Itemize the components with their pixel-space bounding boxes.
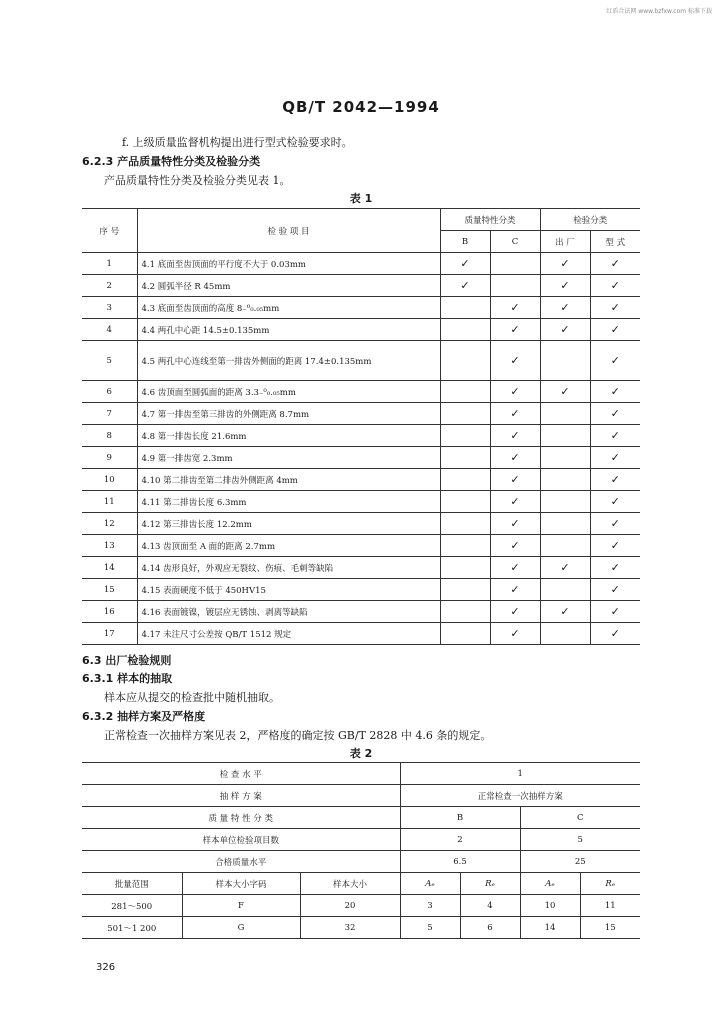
header-inspection: 检验分类 [540, 209, 640, 231]
table-1-body [82, 253, 640, 645]
aql-C: 25 [520, 851, 640, 873]
cell-bRe: 6 [460, 917, 520, 939]
check-mark-icon: ✓ [590, 491, 640, 513]
check-mark-icon: ✓ [540, 557, 590, 579]
cell-seq: 8 [82, 425, 137, 447]
table-row [82, 491, 640, 513]
check-mark-icon: ✓ [540, 601, 590, 623]
check-mark-icon: ✓ [490, 319, 540, 341]
cell-empty [540, 447, 590, 469]
check-mark-icon: ✓ [540, 319, 590, 341]
cell-empty [540, 623, 590, 645]
cell-seq: 15 [82, 579, 137, 601]
check-mark-icon: ✓ [590, 381, 640, 403]
table-1 [82, 208, 640, 645]
check-mark-icon: ✓ [590, 425, 640, 447]
header-code: 样本大小字码 [182, 873, 300, 895]
cell-seq: 17 [82, 623, 137, 645]
cell-empty [440, 447, 490, 469]
class-B: B [400, 807, 520, 829]
cell-seq: 1 [82, 253, 137, 275]
cell-item: 4.10 第二排齿至第二排齿外侧距离 4mm [137, 469, 440, 491]
header-C-Re: Rₑ [580, 873, 640, 895]
cell-batch: 501～1 200 [82, 917, 182, 939]
cell-item: 4.8 第一排齿长度 21.6mm [137, 425, 440, 447]
table-row [82, 297, 640, 319]
cell-item: 4.11 第二排齿长度 6.3mm [137, 491, 440, 513]
cell-empty [540, 403, 590, 425]
check-mark-icon: ✓ [590, 403, 640, 425]
cell-empty [540, 579, 590, 601]
check-mark-icon: ✓ [490, 341, 540, 381]
section-6-3-2-text: 正常检查一次抽样方案见表 2，严格度的确定按 GB/T 2828 中 4.6 条的规定。 [104, 729, 492, 742]
aql-label: 合格质量水平 [82, 851, 400, 873]
count-label: 样本单位检验项目数 [82, 829, 400, 851]
table-row [82, 895, 640, 917]
section-6-2-3-text: 产品质量特性分类及检验分类见表 1。 [104, 174, 291, 187]
cell-empty [440, 601, 490, 623]
header-type: 型 式 [590, 231, 640, 253]
cell-seq: 4 [82, 319, 137, 341]
section-6-2-3-title: 6.2.3 产品质量特性分类及检验分类 [82, 155, 261, 168]
check-mark-icon: ✓ [590, 469, 640, 491]
check-mark-icon: ✓ [490, 601, 540, 623]
check-mark-icon: ✓ [490, 381, 540, 403]
cell-seq: 12 [82, 513, 137, 535]
header-outgoing: 出 厂 [540, 231, 590, 253]
check-mark-icon: ✓ [490, 425, 540, 447]
table-row [82, 447, 640, 469]
cell-item: 4.2 圆弧半径 R 45mm [137, 275, 440, 297]
table-row [82, 535, 640, 557]
cell-empty [440, 319, 490, 341]
cell-empty [440, 425, 490, 447]
count-C: 5 [520, 829, 640, 851]
header-size: 样本大小 [300, 873, 400, 895]
cell-empty [490, 275, 540, 297]
check-mark-icon: ✓ [590, 557, 640, 579]
check-mark-icon: ✓ [440, 275, 490, 297]
check-mark-icon: ✓ [590, 297, 640, 319]
check-mark-icon: ✓ [590, 253, 640, 275]
cell-empty [440, 579, 490, 601]
check-mark-icon: ✓ [590, 275, 640, 297]
cell-item: 4.6 齿顶面至圆弧面的距离 3.3₋⁰₀.₀₅mm [137, 381, 440, 403]
check-mark-icon: ✓ [590, 601, 640, 623]
cell-item: 4.7 第一排齿至第三排齿的外侧距离 8.7mm [137, 403, 440, 425]
level-value: 1 [400, 763, 640, 785]
cell-empty [540, 491, 590, 513]
check-mark-icon: ✓ [490, 469, 540, 491]
cell-batch: 281～500 [82, 895, 182, 917]
cell-item: 4.9 第一排齿宽 2.3mm [137, 447, 440, 469]
section-6-3-title: 6.3 出厂检验规则 [82, 654, 172, 667]
check-mark-icon: ✓ [590, 341, 640, 381]
header-item: 检 验 项 目 [137, 209, 440, 253]
check-mark-icon: ✓ [490, 623, 540, 645]
table-row [82, 253, 640, 275]
table1-caption: 表 1 [349, 192, 373, 205]
aql-B: 6.5 [400, 851, 520, 873]
table-row [82, 623, 640, 645]
check-mark-icon: ✓ [490, 579, 540, 601]
cell-empty [440, 535, 490, 557]
header-B-Re: Rₑ [460, 873, 520, 895]
cell-empty [490, 253, 540, 275]
header-B: B [440, 231, 490, 253]
header-B-Ac: Aₑ [400, 873, 460, 895]
cell-seq: 6 [82, 381, 137, 403]
table-row [82, 425, 640, 447]
table-row [82, 469, 640, 491]
cell-cRe: 15 [580, 917, 640, 939]
table-row [82, 275, 640, 297]
header-C-Ac: Aₑ [520, 873, 580, 895]
table-row [82, 381, 640, 403]
check-mark-icon: ✓ [540, 381, 590, 403]
cell-item: 4.16 表面镀镍，镀层应无锈蚀、剥离等缺陷 [137, 601, 440, 623]
cell-bRe: 4 [460, 895, 520, 917]
cell-seq: 11 [82, 491, 137, 513]
cell-empty [440, 513, 490, 535]
header-quality: 质量特性分类 [440, 209, 540, 231]
item-f: f. 上级质量监督机构提出进行型式检验要求时。 [122, 136, 353, 149]
cell-item: 4.5 两孔中心连线至第一排齿外侧面的距离 17.4±0.135mm [137, 341, 440, 381]
check-mark-icon: ✓ [490, 557, 540, 579]
table-row [82, 513, 640, 535]
cell-size: 20 [300, 895, 400, 917]
table-row [82, 601, 640, 623]
header-seq: 序 号 [82, 209, 137, 253]
check-mark-icon: ✓ [540, 253, 590, 275]
cell-empty [440, 341, 490, 381]
cell-bAc: 3 [400, 895, 460, 917]
plan-value: 正常检查一次抽样方案 [400, 785, 640, 807]
plan-label: 抽 样 方 案 [82, 785, 400, 807]
check-mark-icon: ✓ [490, 535, 540, 557]
cell-empty [440, 469, 490, 491]
page-header: QB/T 2042—1994 [282, 98, 440, 116]
cell-cRe: 11 [580, 895, 640, 917]
cell-empty [440, 557, 490, 579]
header-C: C [490, 231, 540, 253]
cell-item: 4.13 齿顶面至 A 面的距离 2.7mm [137, 535, 440, 557]
table-2-body [82, 895, 640, 939]
cell-cAc: 10 [520, 895, 580, 917]
check-mark-icon: ✓ [590, 319, 640, 341]
table-row [82, 403, 640, 425]
cell-empty [540, 341, 590, 381]
check-mark-icon: ✓ [440, 253, 490, 275]
check-mark-icon: ✓ [490, 491, 540, 513]
cell-empty [540, 535, 590, 557]
cell-empty [440, 623, 490, 645]
table-row [82, 341, 640, 381]
cell-item: 4.4 两孔中心距 14.5±0.135mm [137, 319, 440, 341]
check-mark-icon: ✓ [490, 403, 540, 425]
table-row [82, 319, 640, 341]
table-row [82, 579, 640, 601]
cell-cAc: 14 [520, 917, 580, 939]
cell-item: 4.12 第三排齿长度 12.2mm [137, 513, 440, 535]
cell-seq: 7 [82, 403, 137, 425]
cell-empty [440, 491, 490, 513]
table-2 [82, 762, 640, 939]
cell-seq: 2 [82, 275, 137, 297]
cell-item: 4.1 底面至齿顶面的平行度不大于 0.03mm [137, 253, 440, 275]
cell-empty [540, 513, 590, 535]
watermark: 红盾合法网 www.bzfxw.com 标准下载 [606, 8, 712, 15]
check-mark-icon: ✓ [540, 297, 590, 319]
cell-empty [540, 425, 590, 447]
class-C: C [520, 807, 640, 829]
cell-empty [440, 381, 490, 403]
class-label: 质 量 特 性 分 类 [82, 807, 400, 829]
cell-bAc: 5 [400, 917, 460, 939]
cell-seq: 13 [82, 535, 137, 557]
cell-item: 4.15 表面硬度不低于 450HV15 [137, 579, 440, 601]
check-mark-icon: ✓ [590, 623, 640, 645]
cell-code: G [182, 917, 300, 939]
cell-item: 4.17 未注尺寸公差按 QB/T 1512 规定 [137, 623, 440, 645]
cell-empty [440, 297, 490, 319]
page-number: 326 [96, 962, 116, 973]
check-mark-icon: ✓ [490, 513, 540, 535]
table-row [82, 917, 640, 939]
section-6-3-1-title: 6.3.1 样本的抽取 [82, 672, 173, 685]
cell-seq: 5 [82, 341, 137, 381]
table2-caption: 表 2 [349, 747, 373, 760]
check-mark-icon: ✓ [590, 579, 640, 601]
cell-seq: 3 [82, 297, 137, 319]
cell-seq: 14 [82, 557, 137, 579]
cell-seq: 9 [82, 447, 137, 469]
check-mark-icon: ✓ [490, 297, 540, 319]
cell-size: 32 [300, 917, 400, 939]
cell-empty [440, 403, 490, 425]
cell-code: F [182, 895, 300, 917]
section-6-3-1-text: 样本应从提交的检查批中随机抽取。 [104, 691, 280, 704]
check-mark-icon: ✓ [490, 447, 540, 469]
cell-item: 4.14 齿形良好，外观应无裂纹、伤痕、毛刺等缺陷 [137, 557, 440, 579]
cell-item: 4.3 底面至齿顶面的高度 8₋⁰₀.₀₅mm [137, 297, 440, 319]
check-mark-icon: ✓ [590, 513, 640, 535]
section-6-3-2-title: 6.3.2 抽样方案及严格度 [82, 710, 206, 723]
header-batch: 批量范围 [82, 873, 182, 895]
cell-seq: 16 [82, 601, 137, 623]
cell-seq: 10 [82, 469, 137, 491]
cell-empty [540, 469, 590, 491]
check-mark-icon: ✓ [590, 447, 640, 469]
table-row [82, 557, 640, 579]
check-mark-icon: ✓ [540, 275, 590, 297]
check-mark-icon: ✓ [590, 535, 640, 557]
count-B: 2 [400, 829, 520, 851]
level-label: 检 查 水 平 [82, 763, 400, 785]
